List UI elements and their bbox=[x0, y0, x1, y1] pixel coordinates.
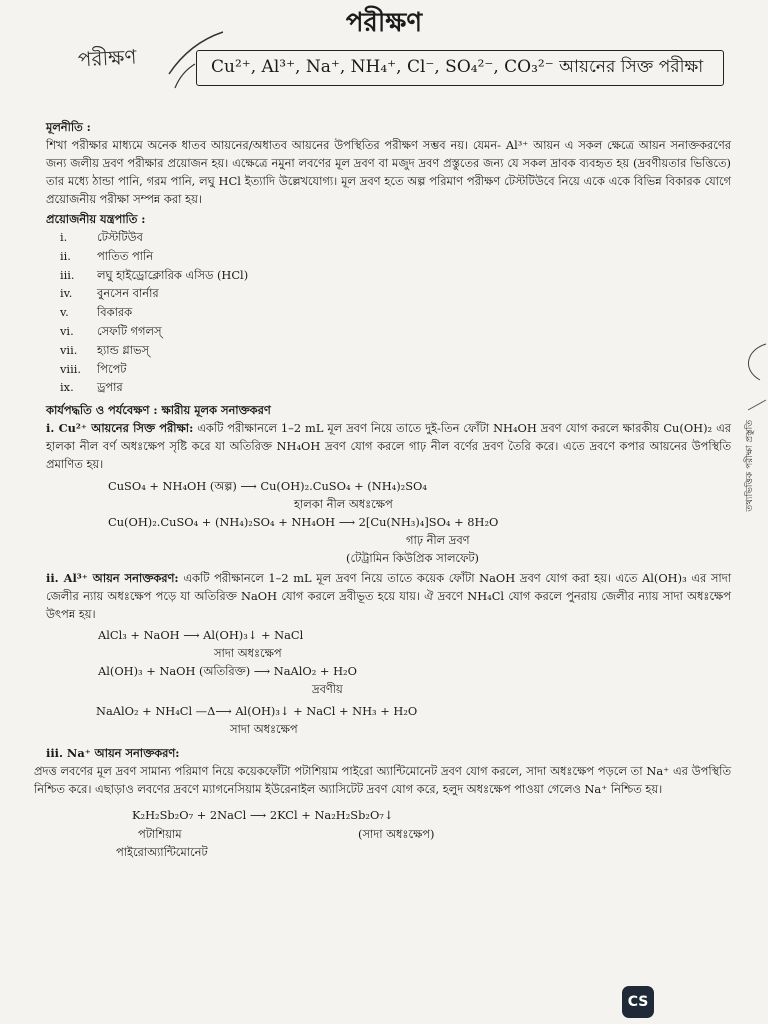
principle-text: শিখা পরীক্ষার মাধ্যমে অনেক ধাতব আয়নের/অধাতব আয়নের উপস্থিতির পরীক্ষণ সম্ভব নয়। যেমন- Al³⁺ আয়ন এ সকল ক্ষেত্রে আয়ন সনাক্তকরণের জন্য জলীয় দ্রবণ পরীক্ষার প্রয়োজন হয়। এক্ষেত্রে নমুনা লবণের মূল দ্রবণ বা মজুদ দ্রবণ প্রস্তুতের জন্য যে সকল দ্রাবক ব্যবহৃত হয় (দ্রবণীয়তার ভিত্তিতে) তার মধ্যে ঠান্ডা পানি, গরম পানি, লঘু HCl ইত্যাদি উল্লেখযোগ্য। মূল দ্রবণ হতে অল্প পরিমাণ পরীক্ষণ টেস্টটিউবে নিয়ে একে একে বিভিন্ন বিকারক যোগে প্রয়োজনীয় পরীক্ষা সম্পন্ন করা হয়। bbox=[46, 138, 731, 206]
apparatus-heading: প্রয়োজনীয় যন্ত্রপাতি : bbox=[46, 212, 146, 226]
list-item: viii. পিপেট bbox=[60, 361, 127, 376]
handwritten-label: পরীক্ষণ bbox=[77, 44, 138, 72]
list-item: iv. বুনসেন বার্নার bbox=[60, 286, 159, 301]
na-label-left-1: পটাশিয়াম bbox=[138, 827, 182, 842]
section-title-box: Cu²⁺, Al³⁺, Na⁺, NH₄⁺, Cl⁻, SO₄²⁻, CO₃²⁻ আয়নের সিক্ত পরীক্ষা bbox=[196, 50, 724, 86]
al-equation-2-label: দ্রবণীয় bbox=[312, 682, 343, 697]
na-equation-labels bbox=[46, 825, 731, 843]
al-equation-3: NaAlO₂ + NH₄Cl —Δ⟶ Al(OH)₃↓ + NaCl + NH₃ + H₂O bbox=[96, 704, 418, 719]
list-item: i. টেস্টটিউব bbox=[60, 230, 143, 244]
na-label-right: (সাদা অধঃক্ষেপ) bbox=[358, 827, 435, 842]
al-equation-2: Al(OH)₃ + NaOH (অতিরিক্ত) ⟶ NaAlO₂ + H₂O bbox=[98, 664, 357, 679]
list-item: ix. ড্রপার bbox=[60, 380, 123, 395]
procedure-heading: কার্যপদ্ধতি ও পর্যবেক্ষণ : ক্ষারীয় মূলক সনাক্তকরণ bbox=[46, 403, 271, 418]
list-item: ii. পাতিত পানি bbox=[60, 248, 154, 263]
na-test-text: প্রদত্ত লবণের মূল দ্রবণ সামান্য পরিমাণ নিয়ে কয়েকফোঁটা পটাশিয়াম পাইরো অ্যান্টিমোনেট দ্রবণ যোগ করলে, সাদা অধঃক্ষেপ পড়লে তা Na⁺ এর উপস্থিতি নিশ্চিত করে। এছাড়াও লবণের দ্রবণে ম্যাগনেসিয়াম ইউরেনাইল অ্যাসিটেট দ্রবণ যোগ করে, হলুদ অধঃক্ষেপ পাওয়া গেলেও Na⁺ নিশ্চিত হয়। bbox=[34, 764, 731, 797]
cu-equation-2-label-2: (টেট্রামিন কিউপ্রিক সালফেট) bbox=[346, 551, 479, 566]
al-test-text: একটি পরীক্ষানলে 1–2 mL মূল দ্রবণ নিয়ে তাতে কয়েক ফোঁটা NaOH দ্রবণ যোগ করা হয়। এতে Al(OH)₃ এর সাদা জেলীর ন্যায় অধঃক্ষেপ পড়ে যা অতিরিক্ত NaOH যোগ করলে দ্রবীভূত হয়ে যায়। ঐ দ্রবণে NH₄Cl যোগ করলে পুনরায় জেলীর ন্যায় সাদা অধঃক্ষেপ উৎপন্ন হয়। bbox=[46, 571, 732, 622]
margin-note: তথ্যভিত্তিক পরীক্ষা প্রস্তুতি bbox=[745, 420, 755, 512]
cu-equation-1-label: হালকা নীল অধঃক্ষেপ bbox=[294, 497, 393, 512]
al-equation-1-label: সাদা অধঃক্ষেপ bbox=[214, 646, 282, 661]
al-equation-3-label: সাদা অধঃক্ষেপ bbox=[230, 722, 298, 737]
list-item: iii. লঘু হাইড্রোক্লোরিক এসিড (HCl) bbox=[60, 267, 249, 282]
document-body bbox=[34, 118, 732, 861]
na-test-title: iii. Na⁺ আয়ন সনাক্তকরণ: bbox=[46, 746, 180, 761]
list-item: v. বিকারক bbox=[60, 305, 133, 320]
cu-test-paragraph bbox=[46, 419, 731, 473]
na-equation-1: K₂H₂Sb₂O₇ + 2NaCl ⟶ 2KCl + Na₂H₂Sb₂O₇↓ bbox=[132, 808, 394, 823]
al-equation-1: AlCl₃ + NaOH ⟶ Al(OH)₃↓ + NaCl bbox=[98, 628, 304, 643]
list-item: vii. হ্যান্ড গ্লাভস্ bbox=[60, 342, 150, 357]
camscanner-badge-icon: CS bbox=[622, 986, 654, 1018]
list-item: vi. সেফটি গগলস্ bbox=[60, 323, 162, 338]
al-test-paragraph bbox=[46, 569, 731, 623]
apparatus-list bbox=[46, 228, 731, 397]
na-label-left-2: পাইরোঅ্যান্টিমোনেট bbox=[116, 845, 208, 860]
cu-equation-2: Cu(OH)₂.CuSO₄ + (NH₄)₂SO₄ + NH₄OH ⟶ 2[Cu(NH₃)₄]SO₄ + 8H₂O bbox=[108, 515, 499, 530]
al-test-title: ii. Al³⁺ আয়ন সনাক্তকরণ: bbox=[46, 571, 179, 586]
cu-test-title: i. Cu²⁺ আয়নের সিক্ত পরীক্ষা: bbox=[46, 421, 194, 436]
principle-heading: মূলনীতি : bbox=[46, 120, 91, 134]
cu-test-text: একটি পরীক্ষানলে 1–2 mL মূল দ্রবণ নিয়ে তাতে দুই-তিন ফোঁটা NH₄OH দ্রবণ যোগ করলে ক্ষারকীয় Cu(OH)₂ এর হালকা নীল বর্ণ অধঃক্ষেপ সৃষ্টি করে যা অতিরিক্ত NH₄OH দ্রবণ যোগ করলে গাঢ় নীল বর্ণের দ্রবণ তৈরি করে। এতে দ্রবণে কপার আয়নের উপস্থিতি প্রমাণিত হয়। bbox=[46, 421, 731, 472]
cu-equation-2-label: গাঢ় নীল দ্রবণ bbox=[406, 533, 470, 548]
page-title: পরীক্ষণ bbox=[345, 8, 423, 38]
cu-equation-1: CuSO₄ + NH₄OH (অল্প) ⟶ Cu(OH)₂.CuSO₄ + (NH₄)₂SO₄ bbox=[108, 479, 427, 494]
